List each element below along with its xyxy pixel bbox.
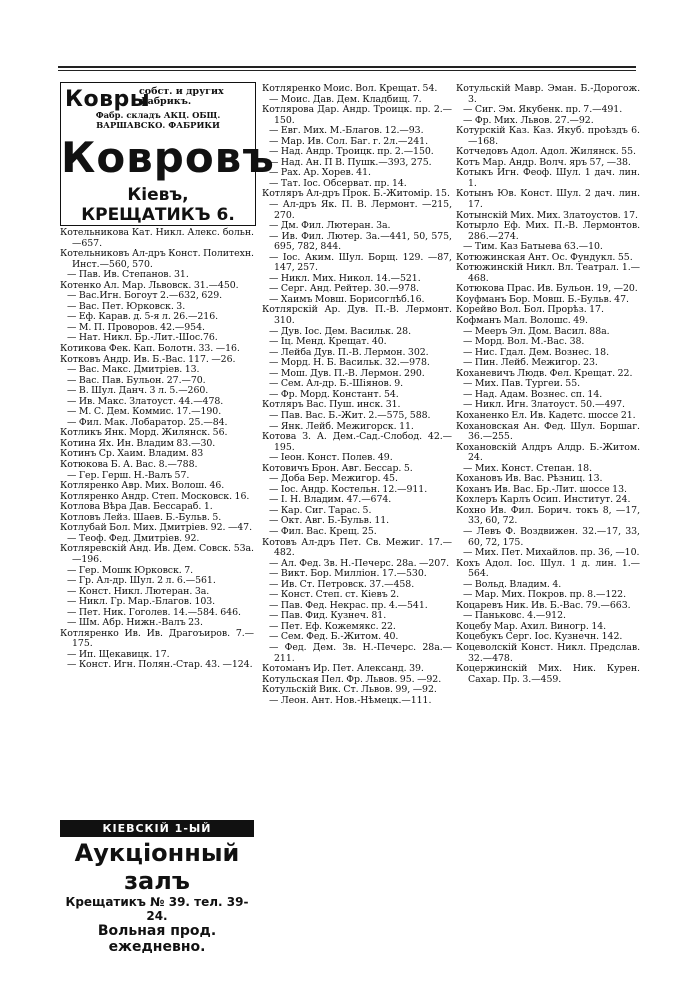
directory-entry: — Нис. Гдал. Дем. Вознес. 18.: [463, 346, 610, 358]
directory-entry: — Дув. Іос. Дем. Васильк. 28.: [269, 325, 412, 337]
directory-entry: Котульскій Вик. Ст. Львов. 99, —92.: [262, 684, 437, 696]
auction-advertisement: [60, 820, 254, 955]
directory-entry: Котляръ Ал-дръ Прок. Б.-Житомір. 15.: [262, 188, 450, 200]
directory-entry: Котюжинская Ант. Ос. Фундукл. 55.: [456, 251, 633, 263]
directory-entry: Котина Ях. Ин. Владим 83.—30.: [60, 437, 216, 449]
directory-entry: Котынскій Мих. Мих. Златоустов. 17.: [456, 209, 638, 221]
ad-auction-hall: Аукціонный залъ: [74, 839, 240, 895]
directory-entry: — Сем. Ал-др. Б.-Шіянов. 9.: [269, 378, 404, 390]
directory-entry: Кохлеръ Карлъ Осип. Институт. 24.: [456, 494, 631, 506]
directory-entry: Котинъ Ср. Хаим. Владим. 83: [60, 448, 204, 460]
directory-entry: Коуфманъ Бор. Мовш. Б.-Бульв. 47.: [456, 293, 629, 305]
directory-entry: Кофманъ Мал. Волошс. 49.: [456, 315, 588, 327]
directory-entry: — Пав. Фид. Кузнеч. 81.: [269, 610, 387, 622]
directory-entry: — Никл. Мих. Никол. 14.—521.: [269, 272, 421, 284]
directory-entry: — Фил. Мак. Лобаратор. 25.—84.: [67, 416, 228, 428]
directory-entry: — Конст. Никл. Лютеран. 3а.: [67, 585, 210, 597]
directory-entry: — Ив. Фил. Лютер. 3а.—441, 50, 575, 695, 782, 844.: [269, 230, 452, 253]
ad-carpets-depot: Фабр. складъ АКЦ. ОБЩ. ВАРШАВСКО. ФАБРИКИ: [95, 110, 221, 130]
directory-entry: — Тат. Іос. Обсерват. пр. 14.: [269, 177, 407, 189]
directory-entry: — Мих. Пет. Михайлов. пр. 36, —10.: [463, 547, 640, 559]
directory-entry: Кохановская Ан. Фед. Шул. Боршаг. 36.—255.: [456, 420, 640, 443]
ad-auction-kiev: КІЕВСКІЙ 1-ЫЙ: [60, 820, 254, 837]
directory-entry: — М. С. Дем. Коммис. 17.—190.: [67, 406, 222, 418]
directory-entry: — Мих. Пав. Тургеи. 55.: [463, 378, 581, 390]
directory-entry: Котлярскій Ар. Дув. П.-В. Лермонт. 310.: [262, 304, 452, 327]
directory-entry: — Вас. Пет. Юрковск. 3.: [67, 300, 186, 312]
directory-entry: — Іц. Менд. Крещат. 40.: [269, 336, 387, 348]
directory-entry: Котюкова Б. А. Вас. 8.—788.: [60, 459, 198, 471]
directory-entry: Котляръ Вас. Пуш. инск. 31.: [262, 399, 401, 411]
ad-carpets-name: Ковровъ: [61, 133, 275, 182]
directory-entry: Котовъ Ал-дръ Пет. Св. Межиг. 17.—482.: [262, 536, 452, 559]
directory-entry: Котынъ Юв. Конст. Шул. 2 дач. лин. 17.: [456, 188, 640, 211]
ad-auction-sale: Вольная прод. ежедневно.: [97, 923, 217, 955]
directory-entry: Котковъ Андр. Ив. Б.-Вас. 117. —26.: [60, 353, 236, 365]
directory-entry: — Моис. Дав. Дем. Кладбищ. 7.: [269, 93, 422, 105]
directory-entry: — Мош. Дув. П.-В. Лермон. 290.: [269, 367, 425, 379]
directory-entry: Коцаревъ Ник. Ив. Б.-Вас. 79.—663.: [456, 599, 631, 611]
directory-entry: — Гер. Мошк Юрковск. 7.: [67, 564, 194, 576]
column-3: [456, 84, 640, 685]
directory-entry: — Морд. Н. Б. Васильк. 32.—978.: [269, 357, 430, 369]
directory-entry: — Пет. Ник. Гоголев. 14.—584. 646.: [67, 606, 241, 618]
directory-entry: — Фед. Дем. Зв. Н.-Печерс. 28а.—211.: [269, 641, 452, 664]
directory-entry: — В. Шул. Данч. 3 л. 5.—260.: [67, 385, 209, 397]
top-rule: [58, 66, 636, 68]
directory-entry: Коханенко Ел. Ив. Кадетс. шоссе 21.: [456, 409, 636, 421]
directory-entry: — Над. Андр. Троицк. пр. 2.—150.: [269, 146, 434, 158]
directory-entry: Котовичъ Брон. Авг. Бессар. 5.: [262, 462, 413, 474]
directory-entry: — Пин. Лейб. Межигор. 23.: [463, 357, 598, 369]
ad-carpets-word: Ковры: [65, 87, 151, 112]
directory-entry: — Теоф. Фед. Дмитріев. 92.: [67, 532, 200, 544]
directory-entry: — Фр. Морд. Констант. 54.: [269, 388, 399, 400]
directory-entry: Котюжинскій Никл. Вл. Театрал. 1.—468.: [456, 262, 640, 284]
directory-entry: — Вольд. Владим. 4.: [463, 578, 562, 590]
directory-entry: — Евг. Мих. М.-Благов. 12.—93.: [269, 125, 424, 137]
directory-entry: Котляренко Андр. Степ. Московск. 16.: [60, 490, 250, 502]
directory-entry: — Іеон. Конст. Полев. 49.: [269, 452, 393, 464]
directory-entry: Коцержинскій Мих. Ник. Курен. Сахар. Пр. 3.—459.: [456, 663, 640, 685]
ad-carpets-own: собст. и других фабрикъ.: [139, 86, 224, 107]
directory-entry: Котыкъ Игн. Феоф. Шул. 1 дач. лин. 1.: [456, 167, 640, 189]
directory-entry: — Гр. Ал-др. Шул. 2 л. 6.—561.: [67, 575, 216, 587]
directory-entry: — Ив. Ст. Петровск. 37.—458.: [269, 578, 415, 590]
directory-entry: — Гер. Герш. Н.-Валъ 57.: [67, 469, 190, 481]
directory-entry: Кохановскій Алдръ Алдр. Б.-Житом. 24.: [456, 441, 640, 464]
directory-entry: — Рах. Ар. Хорев. 41.: [269, 167, 371, 179]
directory-entry: Котырло Еф. Мих. П.-В. Лермонтов. 286.—274.: [456, 220, 640, 242]
directory-entry: — Ал-дръ Як. П. В. Лермонт. —215, 270.: [269, 199, 452, 221]
directory-entry: — Никл. Игн. Златоуст. 50.—497.: [463, 399, 625, 411]
directory-entry: Коцебу Мар. Ахил. Виногр. 14.: [456, 620, 607, 632]
directory-entry: — Окт. Авг. Б.-Бульв. 11.: [269, 515, 390, 527]
directory-entry: — Пет. Еф. Кожемякс. 22.: [269, 620, 396, 632]
directory-entry: Корейво Вол. Бол. Прорѣз. 17.: [456, 304, 604, 316]
directory-entry: Коцебукъ Серг. Іос. Кузнечн. 142.: [456, 631, 623, 643]
directory-entry: Котляренко Ив. Ив. Драгоъиров. 7.—175.: [60, 627, 254, 650]
directory-entry: — Мих. Конст. Степан. 18.: [463, 462, 593, 474]
directory-entry: — Мар. Мих. Покров. пр. 8.—122.: [463, 589, 627, 601]
directory-entry: — Конст. Степ. ст. Кіевъ 2.: [269, 589, 400, 601]
directory-entry: Котлубай Бол. Мих. Дмитріев. 92. —47.: [60, 522, 253, 534]
directory-entry: — Вас. Пав. Бульон. 27.—70.: [67, 374, 206, 386]
directory-entry: — Іос. Андр. Костельн. 12.—911.: [269, 483, 428, 495]
directory-entry: Котляревскій Анд. Ив. Дем. Совск. 53а.—196.: [60, 543, 254, 565]
directory-entry: Котюкова Прас. Ив. Бульон. 19, —20.: [456, 283, 638, 295]
directory-entry: Котульская Пел. Фр. Львов. 95. —92.: [262, 673, 442, 685]
directory-entry: Коцеволскій Конст. Никл. Предслав. 32.—478.: [456, 641, 640, 664]
directory-entry: Котлова Вѣра Дав. Бессараб. 1.: [60, 501, 213, 513]
top-rule-thin: [58, 70, 636, 71]
directory-entry: Котикова Фек. Кап. Болотн. 33. —16.: [60, 343, 240, 355]
directory-entry: Котъ Мар. Андр. Волч. яръ 57, —38.: [456, 156, 631, 168]
directory-entry: — Сем. Фед. Б.-Житом. 40.: [269, 631, 399, 643]
directory-entry: — Пав. Ив. Степанов. 31.: [67, 269, 189, 281]
ad-auction-phone: Крещатикъ № 39. тел. 39-24.: [65, 895, 249, 923]
directory-entry: — Янк. Лейб. Межигорск. 11.: [269, 420, 414, 432]
directory-entry: — Мееръ Эл. Дом. Васил. 88а.: [463, 325, 610, 337]
directory-entry: — Дм. Фил. Лютеран. 3а.: [269, 220, 391, 232]
directory-entry: — Паньковс. 4.—912.: [463, 610, 566, 622]
directory-entry: — Фил. Вас. Крещ. 25.: [269, 525, 377, 537]
directory-entry: — Над. Ан. П В. Пушк.—393, 275.: [269, 156, 432, 168]
directory-entry: — Тим. Каз Батыева 63.—10.: [463, 241, 603, 253]
directory-entry: — М. П. Проворов. 42.—954.: [67, 321, 205, 333]
directory-entry: Кохъ Адол. Іос. Шул. 1 д. лин. 1.—564.: [456, 557, 640, 580]
directory-entry: — Сиг. Эм. Якубенк. пр. 7.—491.: [463, 104, 623, 116]
directory-entry: Коханъ Ив. Вас. Бр.-Лит. шоссе 13.: [456, 483, 627, 495]
directory-entry: Котловъ Лейз. Шаев. Б.-Бульв. 5.: [60, 511, 222, 523]
directory-entry: — Вас. Макс. Дмитріев. 13.: [67, 364, 200, 376]
directory-entry: Котова З. А. Дем.-Сад.-Слобод. 42.—195.: [262, 431, 452, 453]
directory-entry: — Ив. Макс. Златоуст. 44.—478.: [67, 395, 224, 407]
directory-entry: — Ал. Фед. Зв. Н.-Печерс. 28а. —207.: [269, 557, 450, 569]
directory-entry: Котурскій Каз. Каз. Якуб. проѣздъ 6.—168.: [456, 125, 640, 147]
directory-entry: Котликъ Янк. Морд. Жилянск. 56.: [60, 427, 228, 439]
directory-entry: — Кар. Сиг. Тарас. 5.: [269, 504, 372, 516]
directory-entry: Котоманъ Ир. Пет. Александ. 39.: [262, 663, 424, 675]
directory-entry: — Шм. Абр. Нижн.-Валъ 23.: [67, 617, 203, 629]
directory-entry: — Серг. Анд. Рейтер. 30.—978.: [269, 283, 419, 295]
directory-entry: — Фр. Мих. Львов. 27.—92.: [463, 114, 594, 126]
directory-entry: Котляренко Авр. Мих. Волош. 46.: [60, 480, 225, 492]
directory-entry: — Вас.Игн. Богоут 2.—632, 629.: [67, 290, 223, 302]
directory-entry: Кохно Ив. Фил. Борич. токъ 8, —17, 33, 60, 72.: [456, 504, 640, 527]
directory-entry: Котельникова Кат. Никл. Алекс. больн.—657.: [60, 227, 254, 249]
directory-entry: — Лейба Дув. П.-В. Лермон. 302.: [269, 346, 429, 358]
directory-entry: — Викт. Бор. Милліон. 17.—530.: [269, 568, 427, 580]
directory-entry: — Еф. Карав. д. 5-я л. 26.—216.: [67, 311, 219, 323]
directory-entry: — Ип. Щекавицк. 17.: [67, 648, 170, 660]
directory-entry: — Леон. Ант. Нов.-Нѣмецк.—111.: [269, 694, 432, 706]
directory-entry: Котчедовъ Адол. Адол. Жилянск. 55.: [456, 146, 636, 158]
directory-entry: — Пав. Фед. Некрас. пр. 4.—541.: [269, 599, 428, 611]
directory-entry: — Нат. Никл. Бр.-Лит.-Шос.76.: [67, 332, 218, 344]
directory-entry: — Доба Бер. Межигор. 45.: [269, 473, 398, 485]
directory-entry: — Никл. Гр. Мар.-Благов. 103.: [67, 596, 216, 608]
directory-entry: — Морд. Вол. М.-Вас. 38.: [463, 336, 585, 348]
directory-entry: — Іос. Аким. Шул. Борщ. 129. —87, 147, 257.: [269, 251, 452, 274]
directory-entry: Котлярова Дар. Андр. Троицк. пр. 2.—150.: [262, 104, 452, 126]
directory-entry: Котляренко Моис. Вол. Крещат. 54.: [262, 83, 438, 94]
directory-entry: — Левъ Ф. Воздвижен. 32.—17, 33, 60, 72, 175.: [463, 525, 640, 548]
directory-entry: — І. Н. Владим. 47.—674.: [269, 494, 392, 506]
column-2: [262, 84, 452, 706]
directory-entry: — Хаимъ Мовш. Борисоглѣб.16.: [269, 293, 425, 305]
directory-entry: — Над. Адам. Вознес. сп. 14.: [463, 388, 603, 400]
directory-entry: Кохановъ Ив. Вас. Рѣзниц. 13.: [456, 473, 603, 485]
ad-carpets-address: Кіевъ, КРЕЩАТИКЪ 6.: [81, 185, 235, 225]
directory-entry: — Мар. Ив. Сол. Баг. г. 2л.—241.: [269, 135, 429, 147]
directory-entry: Котенко Ал. Мар. Львовск. 31.—450.: [60, 279, 239, 291]
directory-entry: Котельниковъ Ал-дръ Конст. Политехн. Инст.—560, 570.: [60, 248, 254, 270]
carpet-advertisement: [60, 82, 275, 226]
directory-entry: — Пав. Вас. Б.-Жит. 2.—575, 588.: [269, 409, 431, 421]
column-1: [60, 228, 254, 671]
directory-entry: Котульскій Мавр. Эман. Б.-Дорогож. 3.: [456, 83, 640, 105]
directory-entry: — Конст. Игн. Полян.-Стар. 43. —124.: [67, 659, 253, 671]
directory-entry: Коханевичъ Людв. Фел. Крещат. 22.: [456, 367, 633, 379]
